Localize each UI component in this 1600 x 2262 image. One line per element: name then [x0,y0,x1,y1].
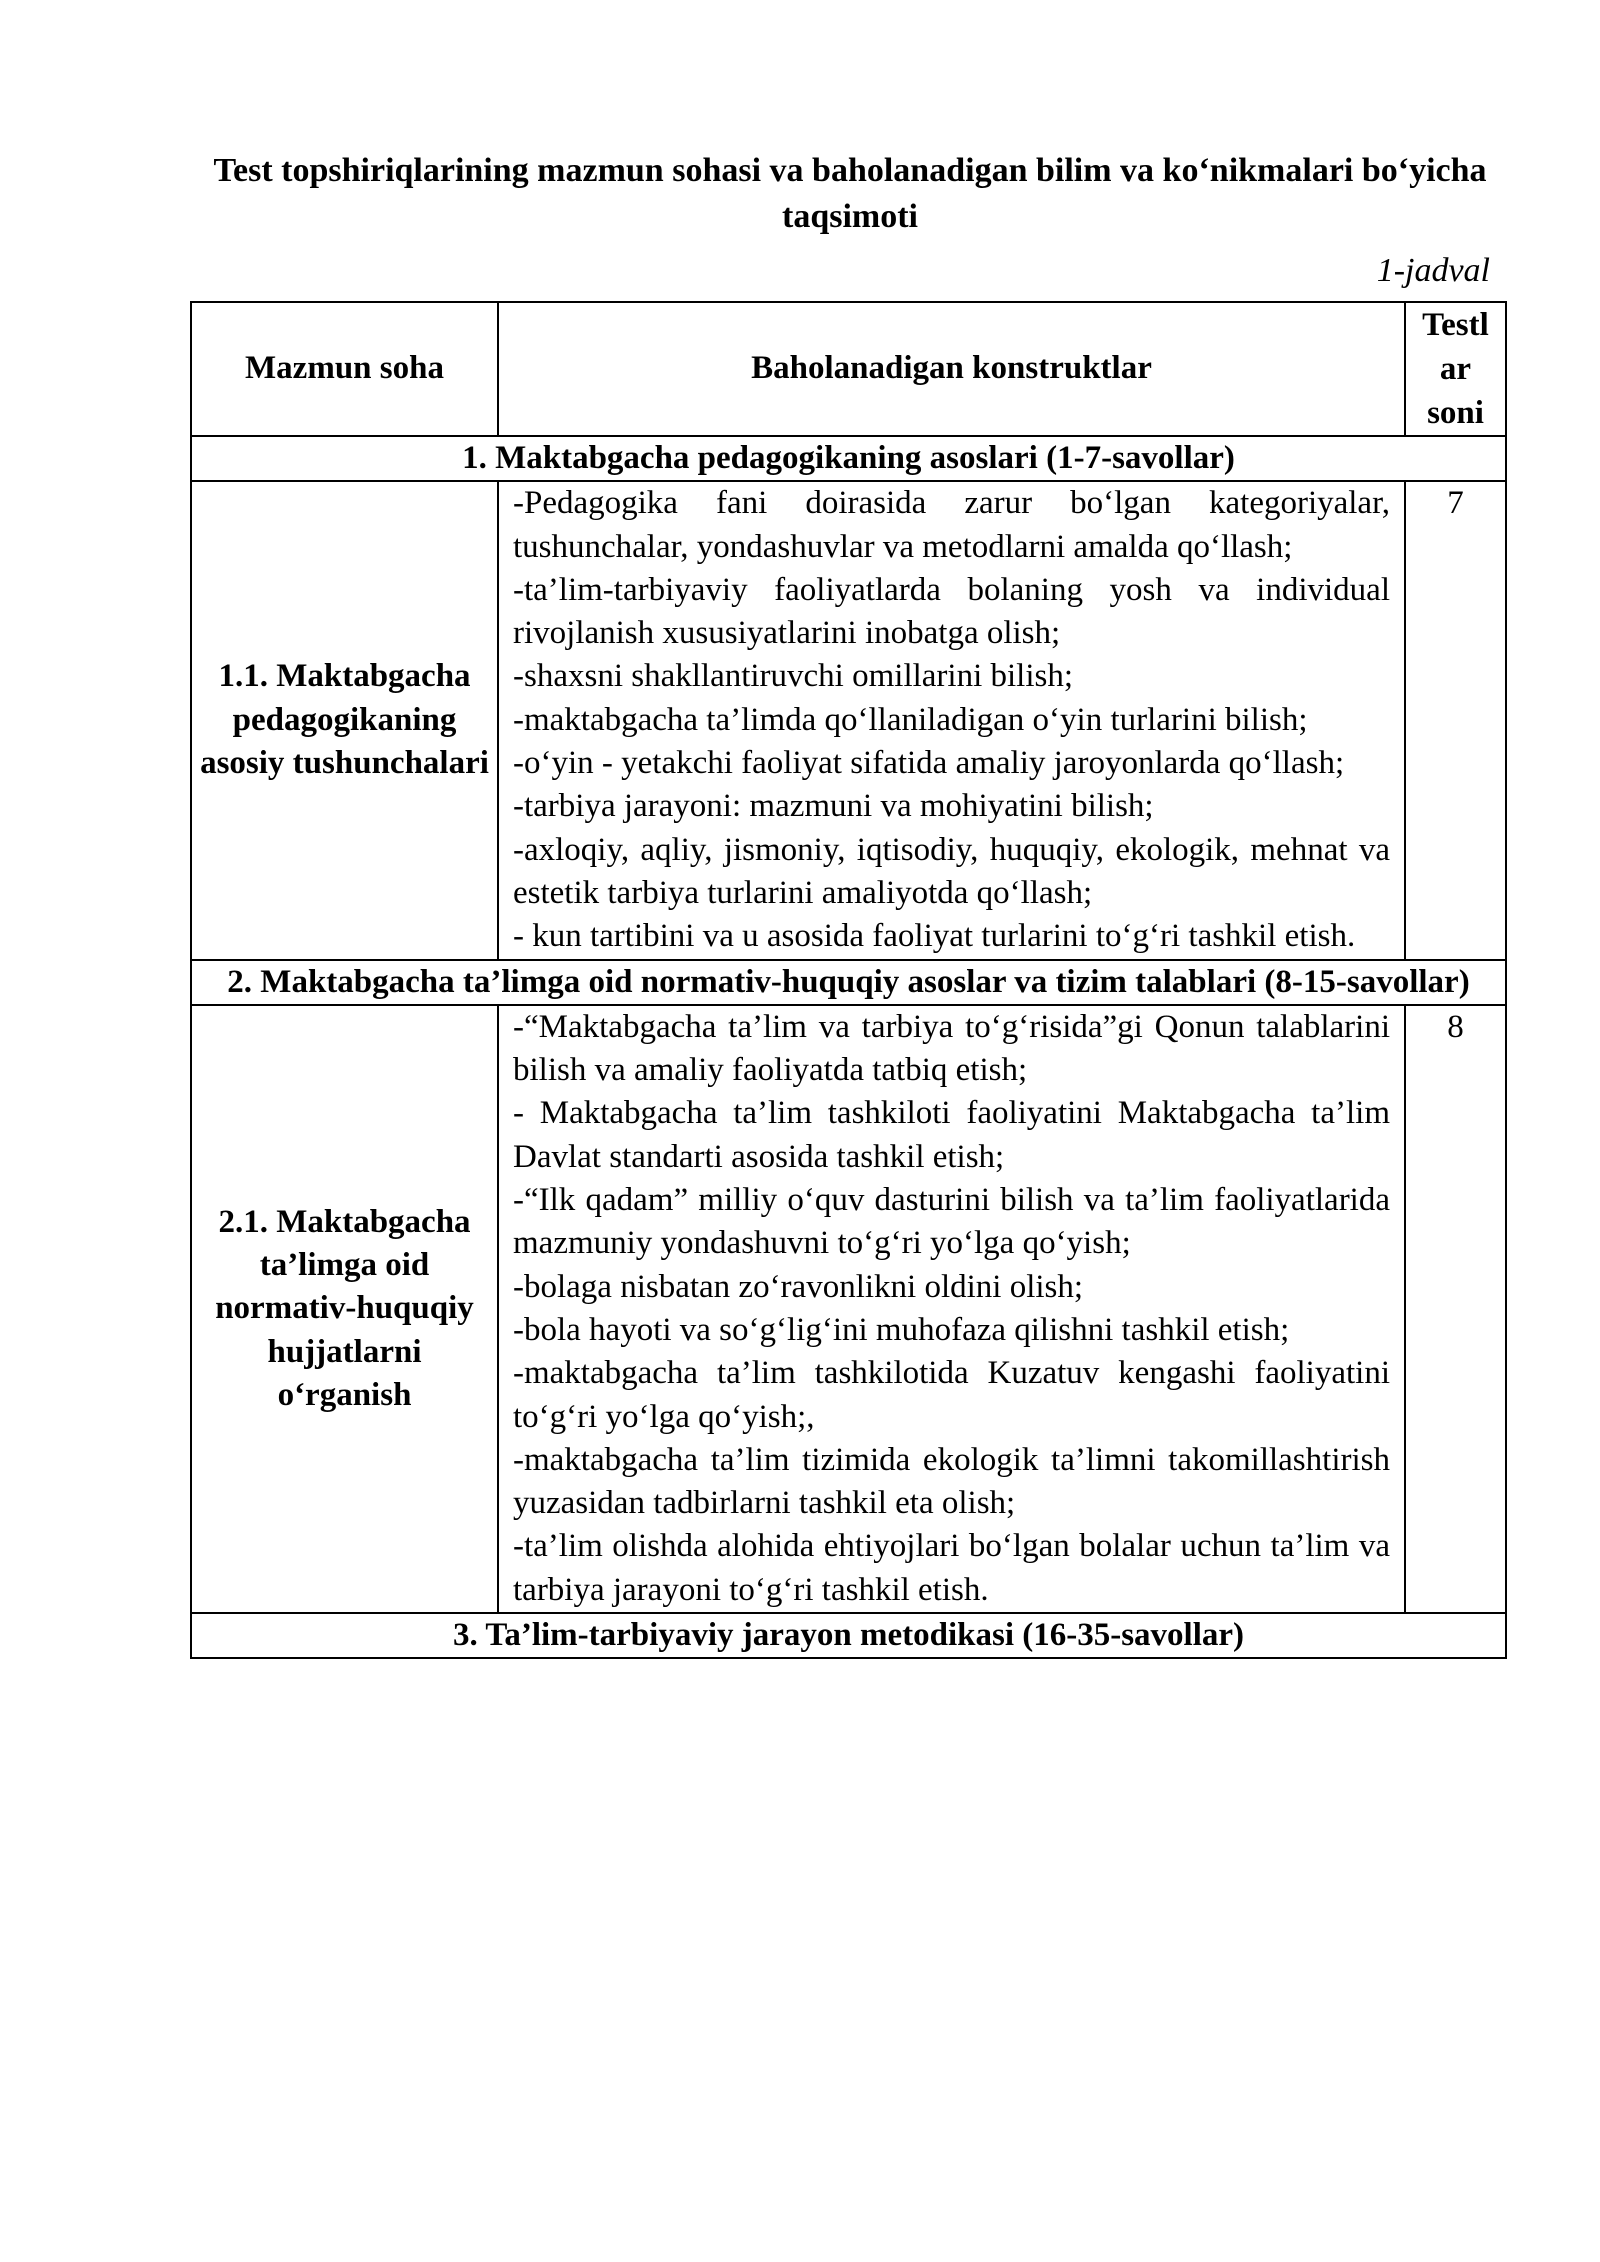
constructs-cell [498,1005,1405,1613]
header-domain: Mazmun soha [191,302,498,436]
construct-item: -axloqiy, aqliy, jismoniy, iqtisodiy, huquqiy, ekologik, mehnat va estetik tarbiya turlarini amaliyotda qo‘llash; [513,831,1390,911]
construct-item: -ta’lim-tarbiyaviy faoliyatlarda bolaning yosh va individual rivojlanish xususiyatlarini inobatga olish; [513,571,1390,652]
document-title: Test topshiriqlarining mazmun sohasi va baholanadigan bilim va ko‘nikmalari bo‘yicha taqsimoti [213,152,1487,235]
constructs-cell [498,481,1405,959]
construct-item: -o‘yin - yetakchi faoliyat sifatida amaliy jaroyonlarda qo‘llash; [513,745,1345,782]
section-heading-row [191,1613,1506,1658]
table-row [191,481,1506,959]
table-row [191,1005,1506,1613]
construct-item: -shaxsni shakllantiruvchi omillarini bilish; [513,658,1074,695]
construct-item: -bola hayoti va so‘g‘lig‘ini muhofaza qilishni tashkil etish; [513,1311,1290,1348]
section-heading-row [191,436,1506,481]
construct-item: - kun tartibini va u asosida faoliyat turlarini to‘g‘ri tashkil etish. [513,918,1356,955]
table-header-row [191,302,1506,436]
construct-item: -bolaga nisbatan zo‘ravonlikni oldini olish; [513,1268,1084,1305]
section-heading: 2. Maktabgacha ta’limga oid normativ-huquqiy asoslar va tizim talablari (8-15-savollar) [191,960,1506,1005]
section-heading: 1. Maktabgacha pedagogikaning asoslari (1-7-savollar) [191,436,1506,481]
test-count: 8 [1405,1005,1506,1613]
header-count: Testl ar soni [1405,302,1506,436]
construct-item: -ta’lim olishda alohida ehtiyojlari bo‘lgan bolalar uchun ta’lim va tarbiya jarayoni to‘g‘ri tashkil etish. [513,1528,1390,1608]
construct-item: -“Ilk qadam” milliy o‘quv dasturini bilish va ta’lim faoliyatlarida mazmuniy yondashuvni to‘g‘ri yo‘lga qo‘yish; [513,1182,1390,1262]
construct-item: -maktabgacha ta’lim tashkilotida Kuzatuv kengashi faoliyatini to‘g‘ri yo‘lga qo‘yish;, [513,1355,1390,1435]
header-constructs: Baholanadigan konstruktlar [498,302,1405,436]
test-count: 7 [1405,481,1506,959]
domain-cell: 2.1. Maktabgacha ta’limga oid normativ-huquqiy hujjatlarni o‘rganish [191,1005,498,1613]
construct-item: -maktabgacha ta’limda qo‘llaniladigan o‘yin turlarini bilish; [513,701,1308,738]
construct-item: - Maktabgacha ta’lim tashkiloti faoliyatini Maktabgacha ta’lim Davlat standarti asosida tashkil etish; [513,1095,1390,1175]
section-heading-row [191,960,1506,1005]
construct-item: -“Maktabgacha ta’lim va tarbiya to‘g‘risida”gi Qonun talablarini bilish va amaliy faoliyatda tatbiq etish; [513,1008,1390,1089]
domain-cell: 1.1. Maktabgacha pedagogikaning asosiy tushunchalari [191,481,498,959]
table-label: 1-jadval [1376,252,1490,289]
content-table [190,301,1507,1659]
section-heading: 3. Ta’lim-tarbiyaviy jarayon metodikasi (16-35-savollar) [191,1613,1506,1658]
construct-item: -tarbiya jarayoni: mazmuni va mohiyatini bilish; [513,788,1154,825]
construct-item: -maktabgacha ta’lim tizimida ekologik ta’limni takomillashtirish yuzasidan tadbirlarni tashkil eta olish; [513,1441,1390,1522]
construct-item: -Pedagogika fani doirasida zarur bo‘lgan kategoriyalar, tushunchalar, yondashuvlar va metodlarni amalda qo‘llash; [513,485,1390,565]
